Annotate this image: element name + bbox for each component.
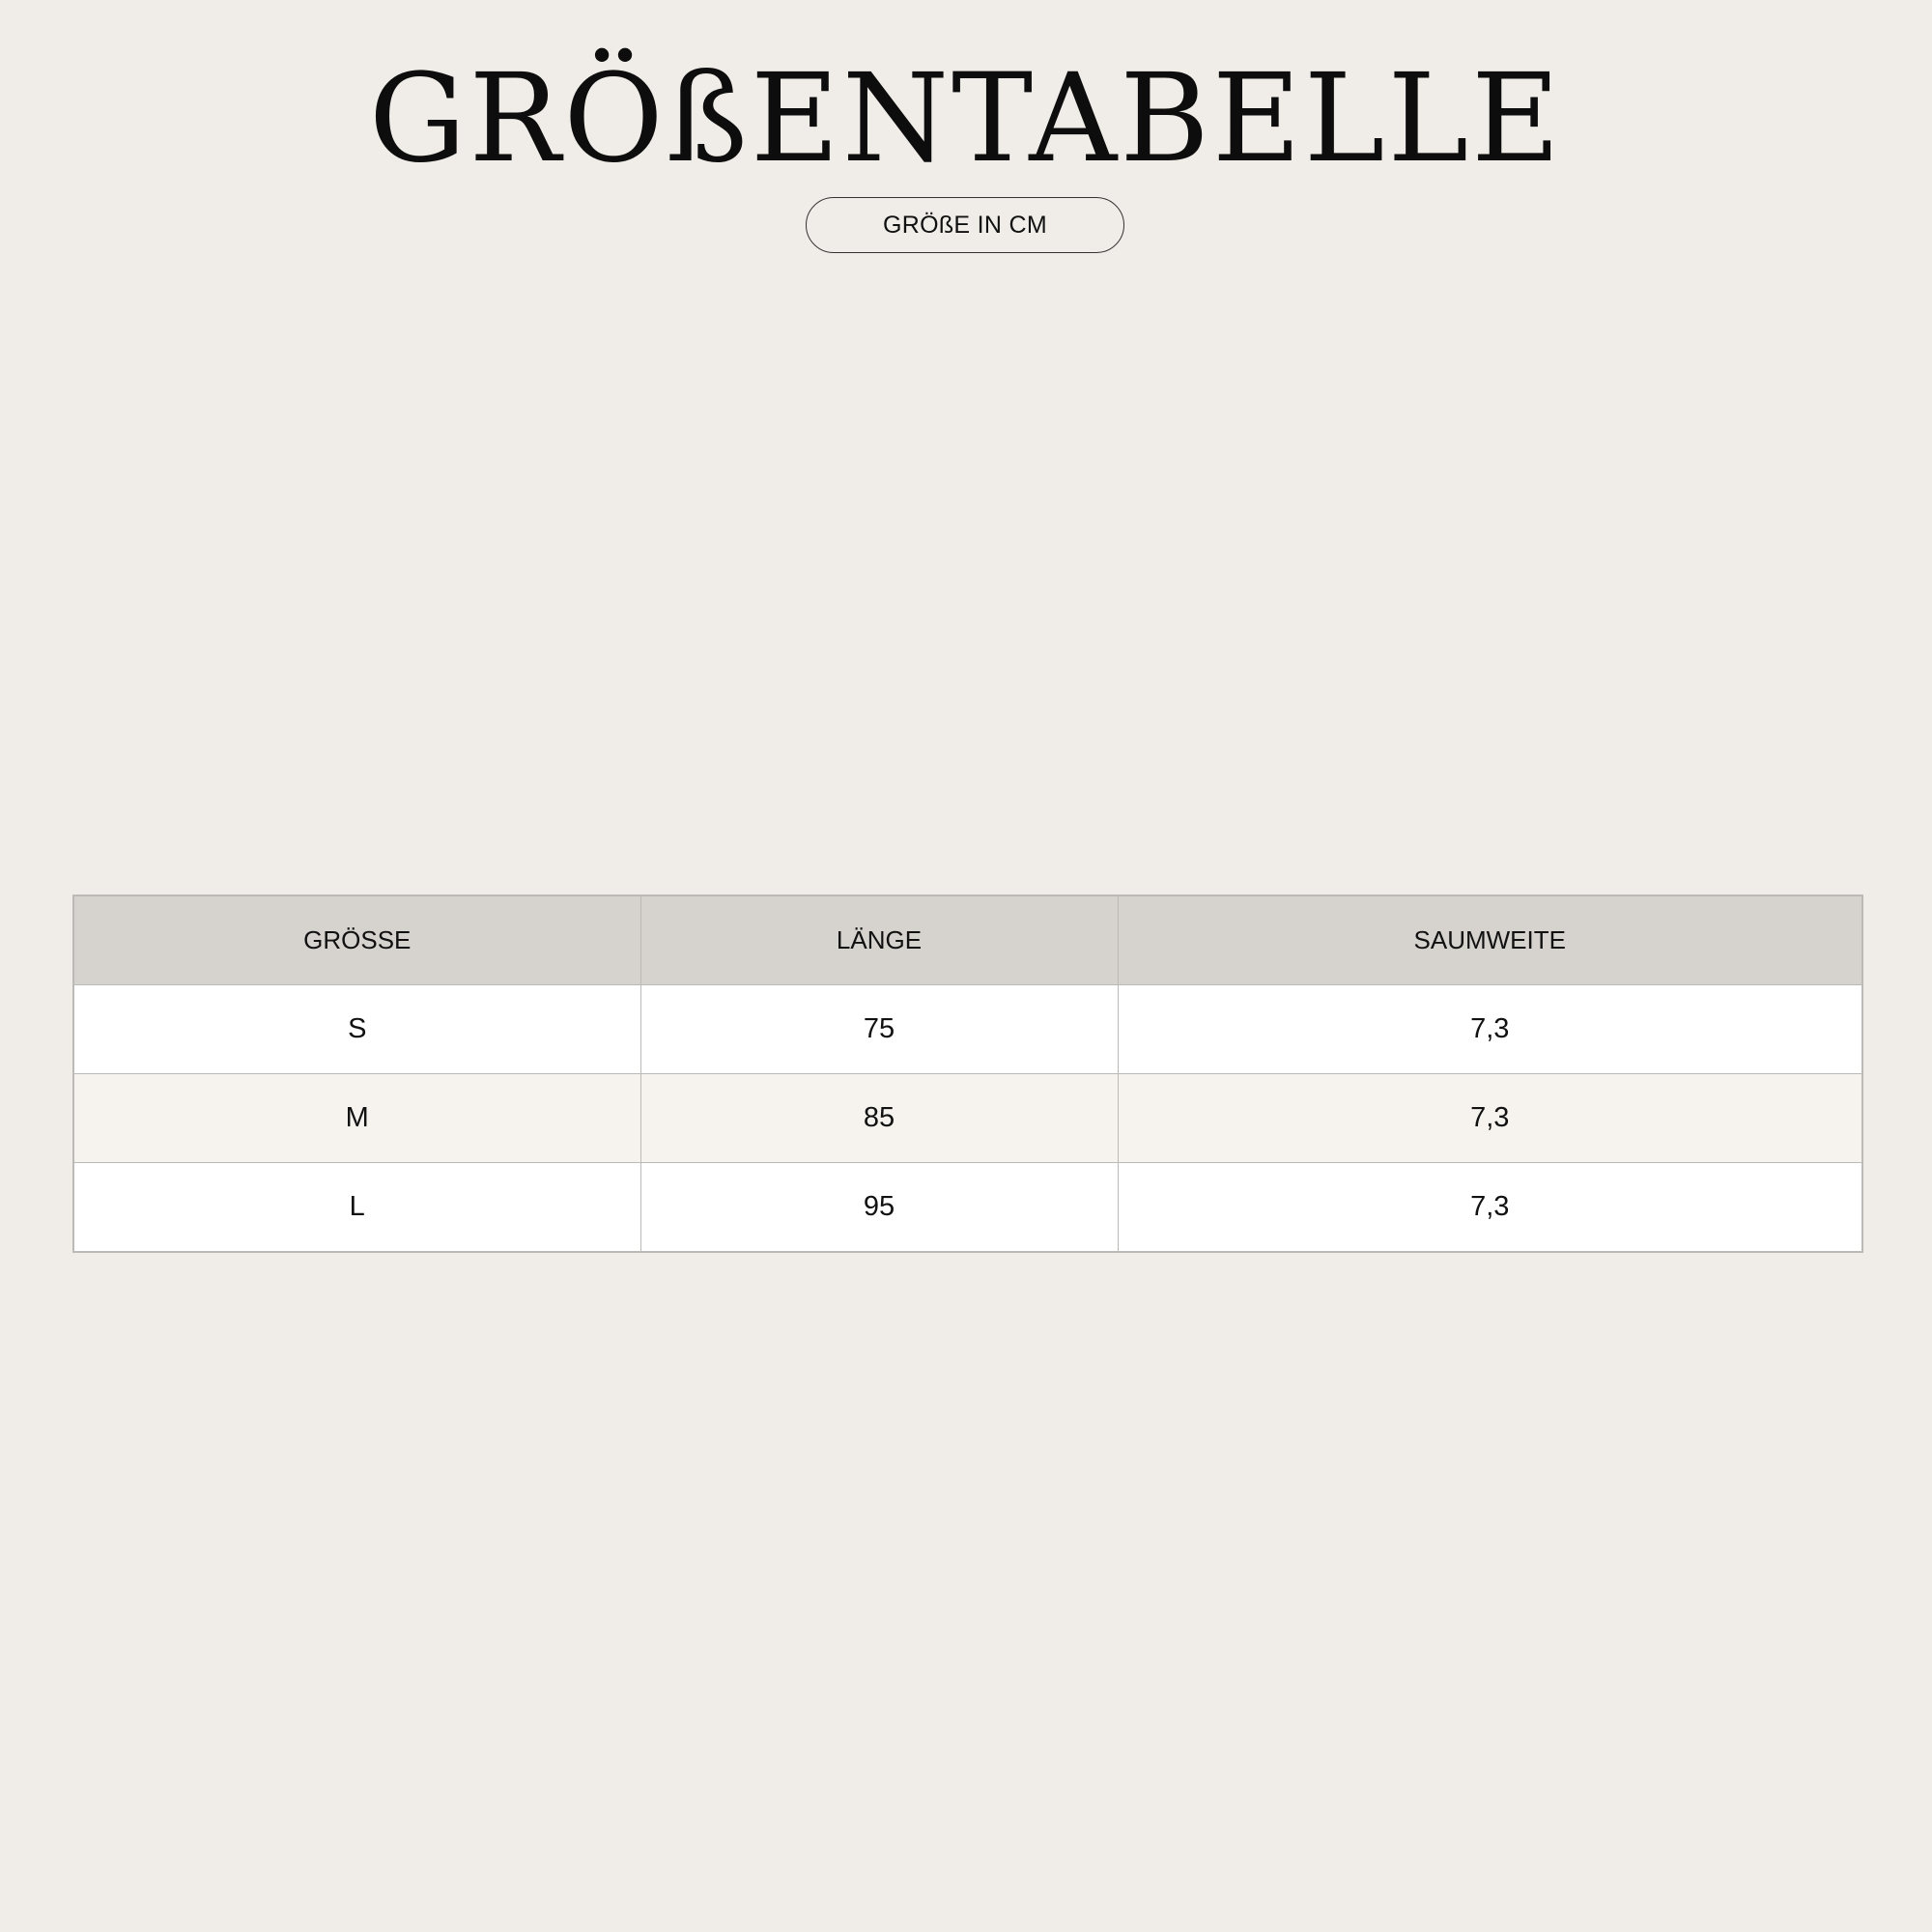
- header-size: GRÖSSE: [73, 895, 640, 985]
- cell-length: 95: [640, 1163, 1118, 1253]
- cell-size: S: [73, 985, 640, 1074]
- header-length: LÄNGE: [640, 895, 1118, 985]
- cell-size: L: [73, 1163, 640, 1253]
- unit-badge: [806, 197, 1124, 253]
- cell-length: 85: [640, 1074, 1118, 1163]
- cell-hem-width: 7,3: [1118, 985, 1862, 1074]
- unit-badge-label: GRÖßE IN CM: [883, 211, 1047, 239]
- table-row: [73, 1163, 1862, 1253]
- cell-hem-width: 7,3: [1118, 1163, 1862, 1253]
- cell-length: 75: [640, 985, 1118, 1074]
- page-title: GRÖßENTABELLE: [368, 47, 1564, 189]
- table-row: [73, 1074, 1862, 1163]
- cell-hem-width: 7,3: [1118, 1074, 1862, 1163]
- table-header-row: [73, 895, 1862, 985]
- table-row: [73, 985, 1862, 1074]
- header-hem-width: SAUMWEITE: [1118, 895, 1862, 985]
- size-table: [72, 895, 1863, 1253]
- cell-size: M: [73, 1074, 640, 1163]
